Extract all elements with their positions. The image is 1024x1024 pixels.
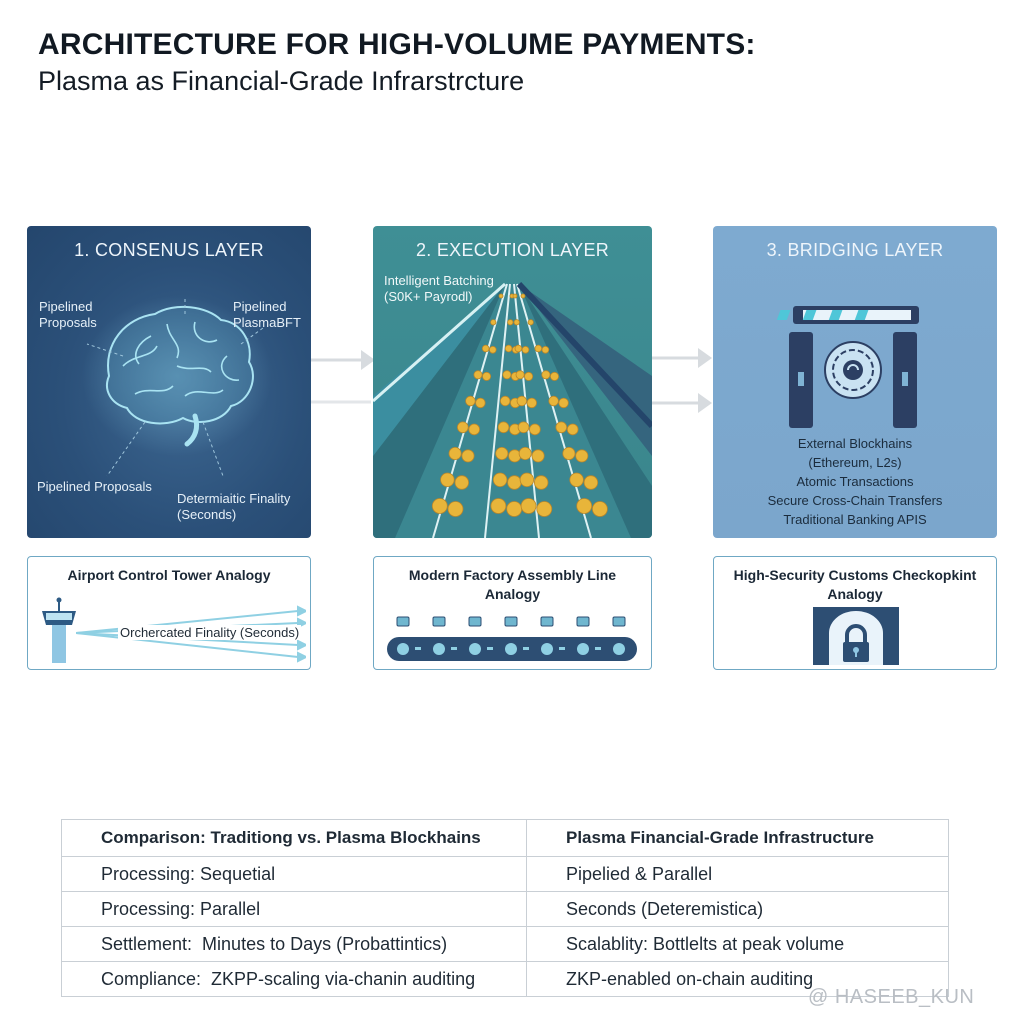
belt-segment [415,647,421,650]
airport-analogy-title: Airport Control Tower Analogy [67,567,271,583]
comparison-table [61,819,949,997]
table-cell: Pipelied & Parallel [527,857,949,892]
package-icon [505,617,517,626]
coin-icon [462,450,474,462]
arrow-execution-to-bridging-top [652,343,716,413]
coin-icon [508,320,513,325]
page-subtitle: Plasma as Financial-Grade Infrarstrcture [38,66,525,96]
customs-analogy-card [713,556,997,670]
padlock-gate-icon [811,605,901,667]
coin-icon [455,476,469,490]
conveyor-belt-icon [383,609,643,669]
coin-icon [534,476,548,490]
watermark: @ HASEEB_KUN [808,986,975,1008]
coin-icon [500,396,510,406]
coin-icon [532,450,544,462]
coin-icon [577,499,592,514]
package-icon [469,617,481,626]
coin-icon [542,371,550,379]
coin-icon [491,320,496,325]
customs-analogy-title: High-Security Customs Checkopkint Analogy [733,567,977,602]
table-row [62,857,949,892]
coin-icon [522,346,529,353]
coin-icon [476,398,486,408]
label-intelligent-batching: Intelligent Batching (S0K+ Payrodl) [384,273,494,304]
table-cell: Processing: Sequetial [62,857,527,892]
coin-icon [441,473,455,487]
package-icon [613,617,625,626]
label-deterministic-finality: Determiaitic Finality (Seconds) [177,491,291,522]
coin-icon [592,502,607,517]
coin-icon [432,499,447,514]
coin-icon [498,422,509,433]
coin-icon [559,398,569,408]
coin-icon [518,422,529,433]
coin-icon [520,473,534,487]
coin-icon [556,422,567,433]
coin-icon [496,447,508,459]
coin-icon [508,476,522,490]
coin-icon [563,447,575,459]
bridging-layer-panel [713,226,997,538]
coin-icon [542,346,549,353]
roller-icon [577,643,589,655]
table-cell: Processing: Parallel [62,892,527,927]
label-pipelined-proposals-bottom: Pipelined Proposals [37,479,152,494]
coin-icon [449,447,461,459]
coin-icon [584,476,598,490]
coin-icon [517,396,527,406]
roller-icon [505,643,517,655]
coin-icon [521,294,525,298]
page-title: ARCHITECTURE FOR HIGH-VOLUME PAYMENTS: [38,28,756,61]
coin-icon [527,398,537,408]
table-header-row [62,820,949,857]
coin-icon [567,424,578,435]
airport-analogy-caption: Orchercated Finality (Seconds) [120,625,300,640]
coin-icon [519,447,531,459]
airport-analogy-card [27,556,311,670]
roller-icon [433,643,445,655]
factory-analogy-title: Modern Factory Assembly Line Analogy [408,567,617,602]
belt-segment [451,647,457,650]
coin-icon [515,345,522,352]
label-pipelined-plasmabft: Pipelined PlasmaBFT [233,299,301,330]
coin-icon [493,473,507,487]
roller-icon [541,643,553,655]
package-icon [433,617,445,626]
coin-icon [516,371,524,379]
bridging-item: Traditional Banking APIS [783,512,927,527]
coin-icon [469,424,480,435]
roller-icon [469,643,481,655]
arrow-consensus-to-execution [311,340,377,410]
roller-icon [397,643,409,655]
coin-icon [514,320,519,325]
consensus-layer-panel [27,226,311,538]
execution-layer-panel [373,226,652,538]
coin-icon [528,320,533,325]
table-cell: Scalablity: Bottlelts at peak volume [527,927,949,962]
coin-icon [537,502,552,517]
table-cell: ZKP-enabled on-chain auditing [527,962,949,997]
table-header-cell: Comparison: Traditiong vs. Plasma Blockhains [62,820,527,857]
coin-icon [505,345,512,352]
execution-layer-title: 2. EXECUTION LAYER [415,240,610,260]
factory-analogy-card [373,556,652,670]
belt-segment [595,647,601,650]
coin-icon [489,346,496,353]
coin-icon [525,372,533,380]
coin-icon [530,424,541,435]
bridging-item: Secure Cross-Chain Transfers [767,493,943,508]
coin-icon [448,502,463,517]
coin-icon [550,372,558,380]
table-header-cell: Plasma Financial-Grade Infrastructure [527,820,949,857]
coin-icon [503,371,511,379]
coin-icon [474,371,482,379]
bridging-layer-title: 3. BRIDGING LAYER [766,240,944,260]
table-row [62,892,949,927]
table-row [62,927,949,962]
coin-icon [499,294,503,298]
coin-icon [576,450,588,462]
belt-segment [487,647,493,650]
bridging-item: (Ethereum, L2s) [808,455,902,470]
package-icon [397,617,409,626]
coin-icon [457,422,468,433]
coin-icon [535,345,542,352]
table-cell: Settlement: Minutes to Days (Probattintics) [62,927,527,962]
belt-segment [559,647,565,650]
coin-icon [482,345,489,352]
coin-icon [491,499,506,514]
table-cell: Seconds (Deteremistica) [527,892,949,927]
coin-icon [509,450,521,462]
coin-icon [466,396,476,406]
coin-icon [521,499,536,514]
bridging-item: Atomic Transactions [796,474,914,489]
coin-icon [549,396,559,406]
table-cell: Compliance: ZKPP-scaling via-chanin auditing [62,962,527,997]
coin-icon [483,372,491,380]
coin-icon [507,502,522,517]
coin-icon [513,294,517,298]
bridging-item: External Blockhains [797,436,913,451]
package-icon [541,617,553,626]
label-pipelined-proposals-top: Pipelined Proposals [39,299,97,330]
consensus-layer-title: 1. CONSENUS LAYER [74,240,264,260]
package-icon [577,617,589,626]
roller-icon [613,643,625,655]
bridging-items [713,434,997,529]
coin-icon [570,473,584,487]
belt-segment [523,647,529,650]
